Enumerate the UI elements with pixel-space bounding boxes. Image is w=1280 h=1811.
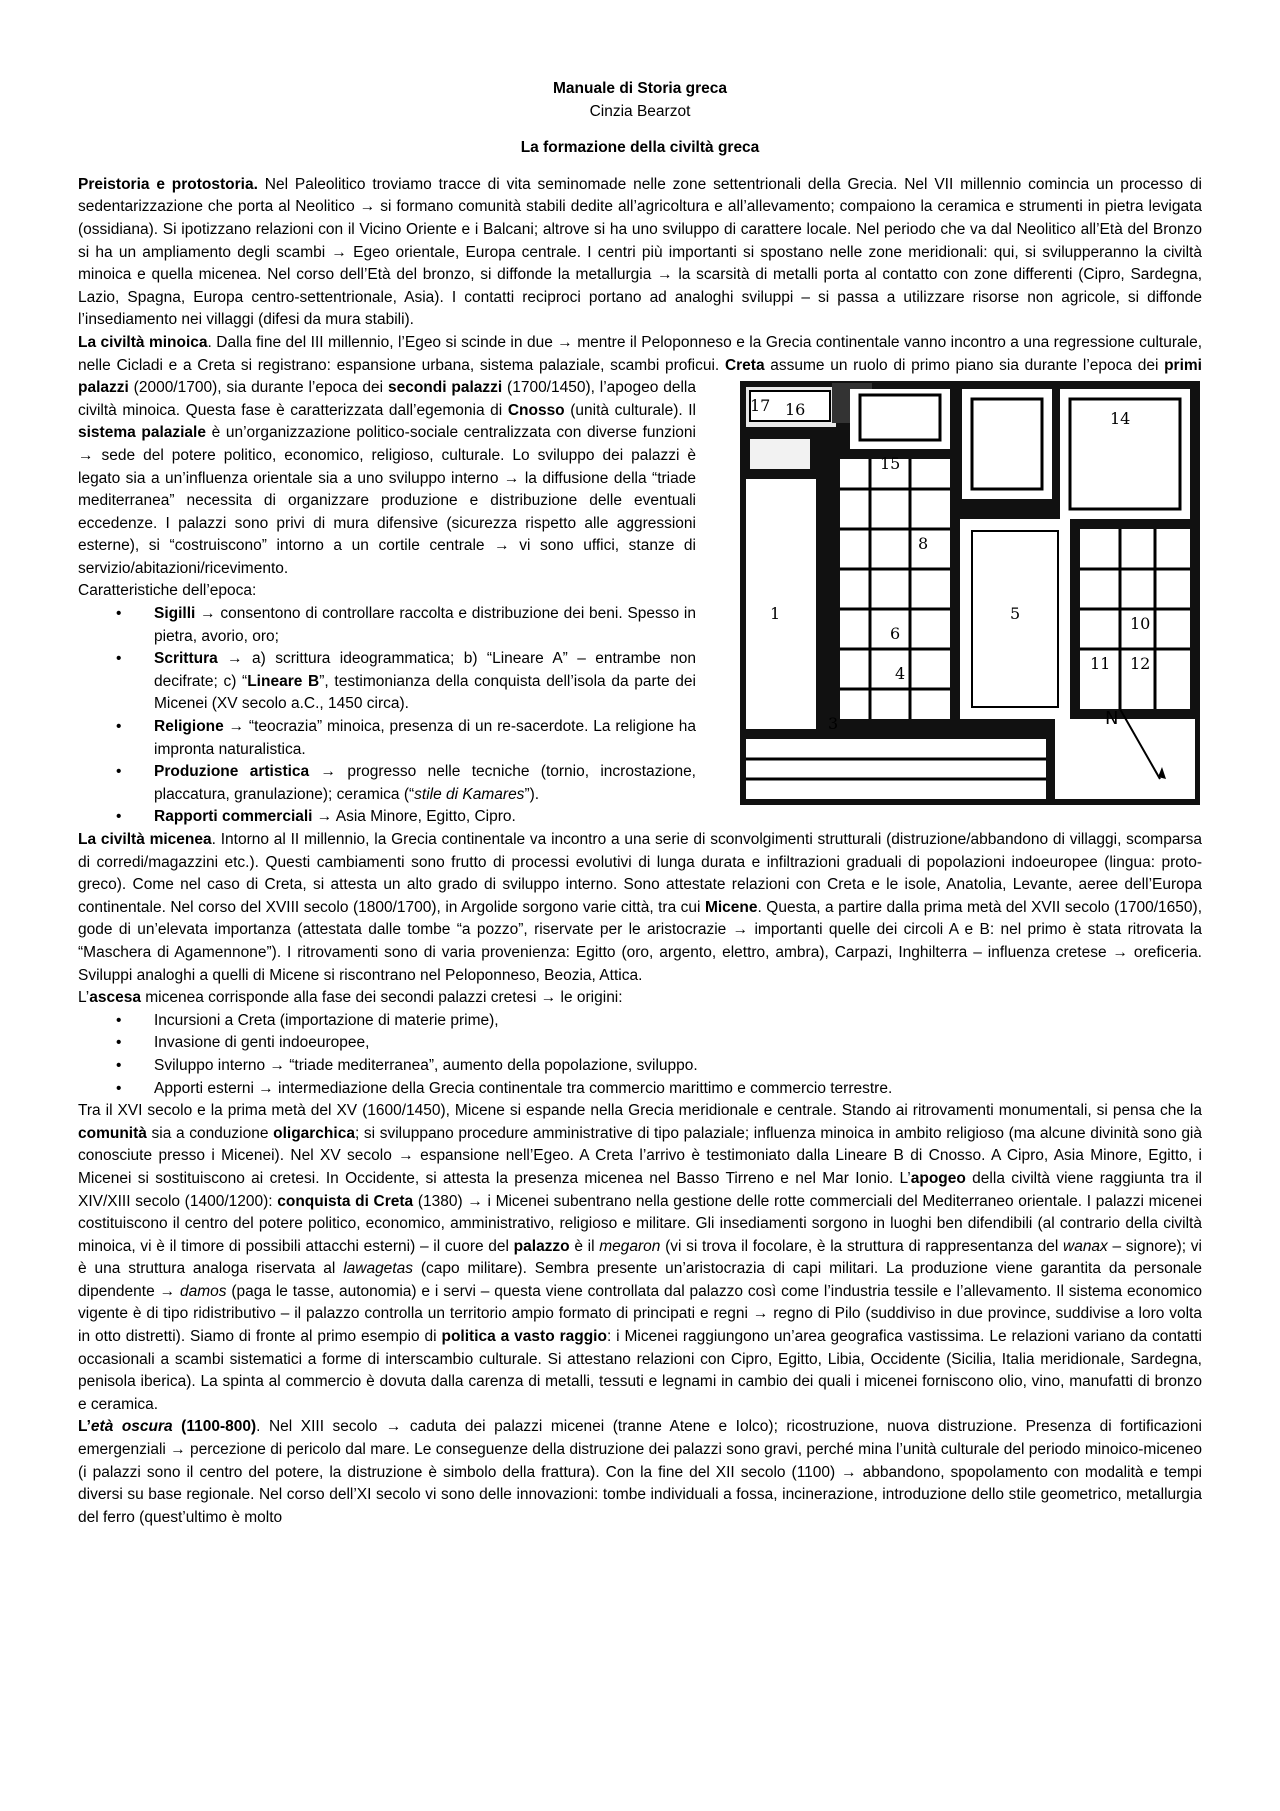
heading-eta-oscura: L’età oscura (1100-800) bbox=[78, 1418, 257, 1436]
document-header bbox=[78, 78, 1202, 123]
minoica-features-list bbox=[78, 603, 1202, 829]
paragraph-ascesa: L’ascesa micenea corrisponde alla fase dei secondi palazzi cretesi → le origini: bbox=[78, 989, 623, 1007]
room-number-12: 12 bbox=[1130, 654, 1151, 674]
room-number-5: 5 bbox=[1010, 604, 1021, 624]
room-number-16: 16 bbox=[785, 400, 806, 420]
ascesa-origins-list bbox=[78, 1010, 1202, 1100]
heading-preistoria: Preistoria e protostoria. bbox=[78, 175, 258, 193]
room-number-14: 14 bbox=[1110, 409, 1131, 429]
room-number-10: 10 bbox=[1130, 614, 1151, 634]
list-item: • Incursioni a Creta (importazione di materie prime), bbox=[154, 1010, 1202, 1033]
list-item: • Religione → “teocrazia” minoica, presenza di un re-sacerdote. La religione ha impronta naturalistica. bbox=[154, 716, 1202, 761]
paragraph-minoica-intro: La civiltà minoica. Dalla fine del III millennio, l’Egeo si scinde in due → mentre il Peloponneso e la Grecia continentale vanno incontro a una regressione culturale, nelle Cicladi e a Creta si registrano: espansione urbana, sistema palaziale, scambi proficui. Creta assume un ruolo di primo piano sia durante l’epoca dei 17 16 14 15 8 5 1 6 4 10 11 12 3 N primi palazzi (2000/1700), sia durante l’epoca dei secondi palazzi (1700/1450), l’apogeo della civiltà minoica. Questa fase è caratterizzata dall’egemonia di Cnosso (unità culturale). Il sistema palaziale è un’organizzazione politico-sociale centralizzata con diverse funzioni → sede del potere politico, economico, religioso, culturale. Lo sviluppo dei palazzi è legato sia a un’influenza orientale sia a uno sviluppo interno → la diffusione della “triade mediterranea” necessita di organizzare produzione e distribuzione delle eventuali eccedenze. I palazzi sono privi di mura difensive (sicurezza rispetto alle aggressioni esterne), si “costruiscono” intorno a un cortile centrale → vi sono uffici, stanze di servizio/abitazioni/ricevimento. bbox=[78, 332, 1202, 581]
paragraph-micenea: La civiltà micenea. Intorno al II millennio, la Grecia continentale va incontro a una serie di sconvolgimenti strutturali (distruzione/abbandono di villaggi, scomparsa di corredi/magazzini etc.). Questi cambiamenti sono frutto di processi evolutivi di lunga durata e infiltrazioni graduali di popolazioni indoeuropee (lingua: proto-greco). Come nel caso di Creta, si attesta un alto grado di sviluppo interno. Sono attestate relazioni con Creta e le isole, Anatolia, Levante, aeree dell’Europa continentale. Nel corso del XVIII secolo (1800/1700), in Argolide sorgono varie città, tra cui Micene. Questa, a partire dalla prima metà del XVII secolo (1700/1650), gode di un’elevata importanza (attestata dalle tombe “a pozzo”, riservate per le aristocrazie → importanti quelle dei circoli A e B: nel primo è stata ritrovata la “Maschera di Agamennone”). I ritrovamenti sono di varia provenienza: Egitto (oro, argento, elettro, ambra), Carpazi, Inghilterra – influenza cretese → oreficeria. Sviluppi analoghi a quelli di Micene si riscontrano nel Peloponneso, Beozia, Attica. bbox=[78, 831, 1202, 984]
room-number-3: 3 bbox=[828, 714, 839, 734]
room-number-11: 11 bbox=[1090, 654, 1111, 674]
list-item: • Apporti esterni → intermediazione della Grecia continentale tra commercio marittimo e commercio terrestre. bbox=[154, 1078, 1202, 1101]
paragraph-eta-oscura: L’età oscura (1100-800). Nel XIII secolo → caduta dei palazzi micenei (tranne Atene e Iolco); ricostruzione, nuova distruzione. Presenza di fortificazioni emergenziali → percezione di pericolo dal mare. Le conseguenze della distruzione dei palazzi sono gravi, perché mina l’unità culturale del periodo minoico-miceneo (i palazzi sono il centro del potere, la distruzione è simbolo della frattura). Con la fine del XII secolo (1100) → abbandono, spopolamento con modalità e tempi diversi su base regionale. Nel corso dell’XI secolo vi sono delle innovazioni: tombe individuali a fossa, incinerazione, introduzione dello stile geometrico, metallurgia del ferro (quest’ultimo è molto bbox=[78, 1418, 1202, 1526]
svg-text:N: N bbox=[1105, 708, 1119, 730]
list-item: • Scrittura → a) scrittura ideogrammatica; b) “Lineare A” – entrambe non decifrate; c) “Lineare B”, testimonianza della conquista dell’isola da parte dei Micenei (XV secolo a.C., 1450 circa). bbox=[154, 648, 1202, 716]
author-name: Cinzia Bearzot bbox=[589, 102, 691, 120]
paragraph-preistoria: Preistoria e protostoria. Nel Paleolitico troviamo tracce di vita seminomade nelle zone settentrionali della Grecia. Nel VII millennio comincia un processo di sedentarizzazione che porta al Neolitico → si formano comunità stabili dedite all’agricoltura e all’allevamento; compaiono la ceramica e strumenti in pietra levigata (ossidiana). Si ipotizzano relazioni con il Vicino Oriente e i Balcani; altrove si ha uno sviluppo di carattere locale. Nel periodo che va dal Neolitico all’Età del Bronzo si ha un ampliamento degli scambi → Egeo orientale, Europa centrale. I centri più importanti si spostano nelle zone meridionali: qui, si svilupperanno la civiltà minoica e quella micenea. Nel corso dell’Età del bronzo, si diffonde la metallurgia → la scarsità di metalli porta al contatto con zone differenti (Cipro, Sardegna, Lazio, Spagna, Europa centro-settentrionale, Asia). I contatti reciproci portano ad analoghi sviluppi – si passa a utilizzare risorse non agricole, si diffonde l’insediamento nei villaggi (difesi da mura stabili). bbox=[78, 175, 1202, 329]
room-number-15: 15 bbox=[880, 454, 901, 474]
room-number-17: 17 bbox=[750, 396, 771, 416]
paragraph-micenea-espansione: Tra il XVI secolo e la prima metà del XV (1600/1450), Micene si espande nella Grecia meridionale e centrale. Stando ai ritrovamenti monumentali, si pensa che la comunità sia a conduzione oligarchica; si sviluppano procedure amministrative di tipo palaziale; influenza minoica in ambito religioso (ma alcune divinità sono già conosciute presso i Micenei). Nel XV secolo → espansione nell’Egeo. A Creta l’arrivo è testimoniato dalla Lineare B di Cnosso. A Cipro, Asia Minore, Egitto, i Micenei si sostituiscono ai cretesi. In Occidente, si attesta la presenza micenea nel Basso Tirreno e nel Mar Ionio. L’apogeo della civiltà viene raggiunta tra il XIV/XIII secolo (1400/1200): conquista di Creta (1380) → i Micenei subentrano nella gestione delle rotte commerciali del Mediterraneo orientale. I palazzi micenei costituiscono il centro del potere politico, economico, amministrativo, religioso e militare. Gli insediamenti sorgono in luoghi ben difendibili (al contrario della civiltà minoica, vi è il timore di possibili attacchi esterni) – il cuore del palazzo è il megaron (vi si trova il focolare, è la struttura di rappresentanza del wanax – signore); vi è una struttura analoga riservata al lawagetas (capo militare). Sembra presente un’aristocrazia di capi militari. La produzione viene garantita da personale dipendente → damos (paga le tasse, autonomia) e i servi – questa viene controllata dal palazzo così come l’industria tessile e l’allevamento. Il sistema economico vigente è di tipo ridistributivo – il palazzo controlla un territorio ampio formato di principati e regni → regno di Pilo (suddiviso in due province, suddivise a loro volta in otto distretti). Siamo di fronte al primo esempio di politica a vasto raggio: i Micenei raggiungono un’area geografica vastissima. Le relazioni variano da contatti occasionali a scambi sistematici a forme di interscambio culturale. Si attestano relazioni con Cipro, Egitto, Libia, Occidente (Sicilia, Italia meridionale, Sardegna, penisola iberica). La spinta al commercio è dovuta dalla carenza di metalli, tessuti e legnami in cambio dei quali i micenei forniscono olio, vino, manufatti di bronzo e ceramica. bbox=[78, 1102, 1203, 1413]
chapter-title: La formazione della civiltà greca bbox=[520, 139, 760, 157]
list-item: • Sviluppo interno → “triade mediterranea”, aumento della popolazione, sviluppo. bbox=[154, 1055, 1202, 1078]
list-item: • Invasione di genti indoeuropee, bbox=[154, 1032, 1202, 1055]
heading-minoica: La civiltà minoica bbox=[78, 333, 208, 351]
list-item: • Sigilli → consentono di controllare raccolta e distribuzione dei beni. Spesso in pietra, avorio, oro; bbox=[154, 603, 1202, 648]
room-number-4: 4 bbox=[895, 664, 906, 684]
list-item: • Produzione artistica → progresso nelle tecniche (tornio, incrostazione, placcatura, granulazione); ceramica (“stile di Kamares”). bbox=[154, 761, 1202, 806]
heading-micenea: La civiltà micenea bbox=[78, 831, 212, 848]
list-item: • Rapporti commerciali → Asia Minore, Egitto, Cipro. bbox=[154, 806, 1202, 829]
room-number-6: 6 bbox=[890, 624, 901, 644]
room-number-8: 8 bbox=[918, 534, 929, 554]
caratteristiche-label: Caratteristiche dell’epoca: bbox=[78, 582, 257, 600]
room-number-1: 1 bbox=[770, 604, 781, 624]
book-title: Manuale di Storia greca bbox=[553, 80, 727, 97]
